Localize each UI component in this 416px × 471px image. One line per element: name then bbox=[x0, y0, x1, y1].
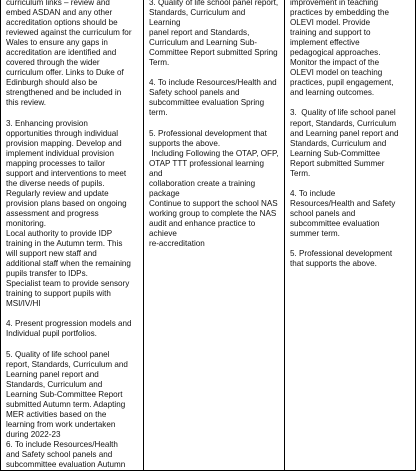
text-line: subcommittee evaluation Spring bbox=[149, 98, 265, 108]
text-line: working group to complete the NAS bbox=[149, 208, 277, 218]
text-line: implement individual provision bbox=[6, 148, 114, 158]
text-line: and Learning panel report and bbox=[290, 128, 399, 138]
text-line: reviewed against the curriculum for bbox=[6, 28, 132, 38]
text-line: OLEVI model on teaching bbox=[290, 68, 383, 78]
text-line: 4. To include bbox=[290, 188, 336, 198]
text-line: 4. To include Resources/Health and bbox=[149, 78, 277, 88]
text-line: improvement in teaching bbox=[290, 0, 379, 7]
text-line: Curriculum and Learning Sub- bbox=[149, 38, 257, 48]
paragraph bbox=[149, 0, 279, 68]
text-line: implement effective bbox=[290, 38, 360, 48]
text-line: 5. Professional development bbox=[290, 249, 393, 259]
text-line: training in the Autumn term. This bbox=[6, 239, 123, 249]
text-line: that supports the above. bbox=[290, 259, 377, 269]
text-line: Committee Report submitted Spring bbox=[149, 48, 278, 58]
text-line: embed ASDAN and any other bbox=[6, 8, 113, 18]
table-row bbox=[1, 0, 416, 471]
text-line: mapping processes to tailor bbox=[6, 158, 105, 168]
text-line: re-accreditation bbox=[149, 239, 205, 249]
text-line: provision plans based on ongoing bbox=[6, 198, 127, 208]
text-line: training to support pupils with bbox=[6, 289, 111, 299]
text-line: Local authority to provide IDP bbox=[6, 229, 113, 239]
text-line: assessment and progress bbox=[6, 208, 99, 218]
text-line: Resources/Health and Safety bbox=[290, 198, 396, 208]
paragraph bbox=[149, 129, 279, 250]
text-line: provision mapping. Develop and bbox=[6, 138, 122, 148]
text-line: 3. Quality of life school panel bbox=[290, 108, 396, 118]
text-line: accreditation options should be bbox=[6, 18, 118, 28]
text-line: additional staff when the remaining bbox=[6, 259, 131, 269]
text-line: learning from work undertaken bbox=[6, 419, 116, 429]
text-line: support and interventions to meet bbox=[6, 168, 127, 178]
text-line: Specialist team to provide sensory bbox=[6, 279, 130, 289]
text-line: covered through the wider bbox=[6, 58, 100, 68]
text-line: Term. bbox=[149, 58, 170, 68]
text-line: practices, pupil engagement, bbox=[290, 78, 394, 88]
text-line: Learning panel report and bbox=[6, 369, 99, 379]
text-line: submitted Autumn term. Adapting bbox=[6, 399, 126, 409]
paragraph bbox=[6, 350, 138, 471]
text-line: audit and enhance practice to achieve bbox=[149, 218, 258, 238]
text-line: collaboration create a training bbox=[149, 178, 256, 188]
text-line: Standards, Curriculum and bbox=[290, 138, 387, 148]
text-line: Regularly review and update bbox=[6, 188, 109, 198]
text-line: training and support to bbox=[290, 28, 371, 38]
text-line: subcommittee evaluation bbox=[290, 218, 380, 228]
paragraph bbox=[6, 319, 138, 339]
text-line: curriculum links – review and bbox=[6, 0, 110, 7]
paragraph bbox=[290, 249, 410, 269]
text-line: curriculum offer. Links to Duke of bbox=[6, 68, 124, 78]
text-line: 3. Enhancing provision bbox=[6, 118, 88, 128]
cell-column-3 bbox=[285, 0, 416, 471]
text-line: Monitor the impact of the bbox=[290, 58, 380, 68]
text-line: strengthened and be included in bbox=[6, 88, 122, 98]
text-line: during 2022-23 bbox=[6, 429, 61, 439]
cell-column-2 bbox=[144, 0, 285, 471]
text-line: practices by embedding the bbox=[290, 8, 389, 18]
paragraph bbox=[6, 119, 138, 310]
text-line: Learning Sub-Committee Report bbox=[6, 389, 123, 399]
text-line: monitoring. bbox=[6, 218, 47, 228]
text-line: pedagogical approaches. bbox=[290, 48, 381, 58]
paragraph bbox=[290, 189, 410, 239]
text-line: report, Standards, Curriculum and bbox=[6, 359, 128, 369]
text-line: Standards, Curriculum and Learning bbox=[149, 8, 248, 28]
text-line: Including Following the OTAP, OFP, bbox=[149, 148, 279, 158]
paragraph bbox=[290, 108, 410, 178]
text-line: MER activities based on the bbox=[6, 409, 107, 419]
text-line: pupils transfer to IDPs. bbox=[6, 269, 88, 279]
text-line: subcommittee evaluation Autumn bbox=[6, 460, 126, 470]
text-line: OLEVI model. Provide bbox=[290, 18, 371, 28]
text-line: 3. Quality of life school panel report, bbox=[149, 0, 279, 7]
text-line: school panels and bbox=[290, 208, 356, 218]
text-line: and learning outcomes. bbox=[290, 88, 375, 98]
text-line: Report submitted Summer bbox=[290, 158, 385, 168]
paragraph bbox=[149, 78, 279, 118]
paragraph bbox=[290, 0, 410, 98]
text-line: panel report and Standards, bbox=[149, 28, 250, 38]
text-line: Individual pupil portfolios. bbox=[6, 329, 97, 339]
text-line: term. bbox=[149, 108, 168, 118]
text-line: report, Standards, Curriculum bbox=[290, 118, 397, 128]
text-line: Learning Sub-Committee bbox=[290, 148, 380, 158]
text-line: supports the above. bbox=[149, 138, 221, 148]
text-line: opportunities through individual bbox=[6, 128, 119, 138]
text-line: 5. Professional development that bbox=[149, 128, 267, 138]
text-line: will support new staff and bbox=[6, 249, 97, 259]
text-line: 4. Present progression models and bbox=[6, 319, 132, 329]
text-line: OTAP TTT professional learning and bbox=[149, 158, 267, 178]
text-line: MSI/IV/HI bbox=[6, 299, 41, 309]
text-line: the diverse needs of pupils. bbox=[6, 178, 105, 188]
text-line: and Safety school panels and bbox=[6, 449, 113, 459]
text-line: Term. bbox=[290, 168, 311, 178]
text-line: Standards, Curriculum and bbox=[6, 379, 103, 389]
text-line: accreditation are identified and bbox=[6, 48, 117, 58]
cell-column-1 bbox=[1, 0, 144, 471]
text-line: 6. To include Resources/Health bbox=[6, 439, 118, 449]
text-line: Wales to ensure any gaps in bbox=[6, 38, 108, 48]
text-line: Continue to support the school NAS bbox=[149, 198, 278, 208]
text-line: 5. Quality of life school panel bbox=[6, 349, 110, 359]
paragraph bbox=[6, 0, 138, 109]
text-line: Safety school panels and bbox=[149, 88, 240, 98]
text-line: Edinburgh should also be bbox=[6, 78, 98, 88]
text-line: this review. bbox=[6, 98, 47, 108]
text-line: summer term. bbox=[290, 228, 340, 238]
text-line: package bbox=[149, 188, 180, 198]
